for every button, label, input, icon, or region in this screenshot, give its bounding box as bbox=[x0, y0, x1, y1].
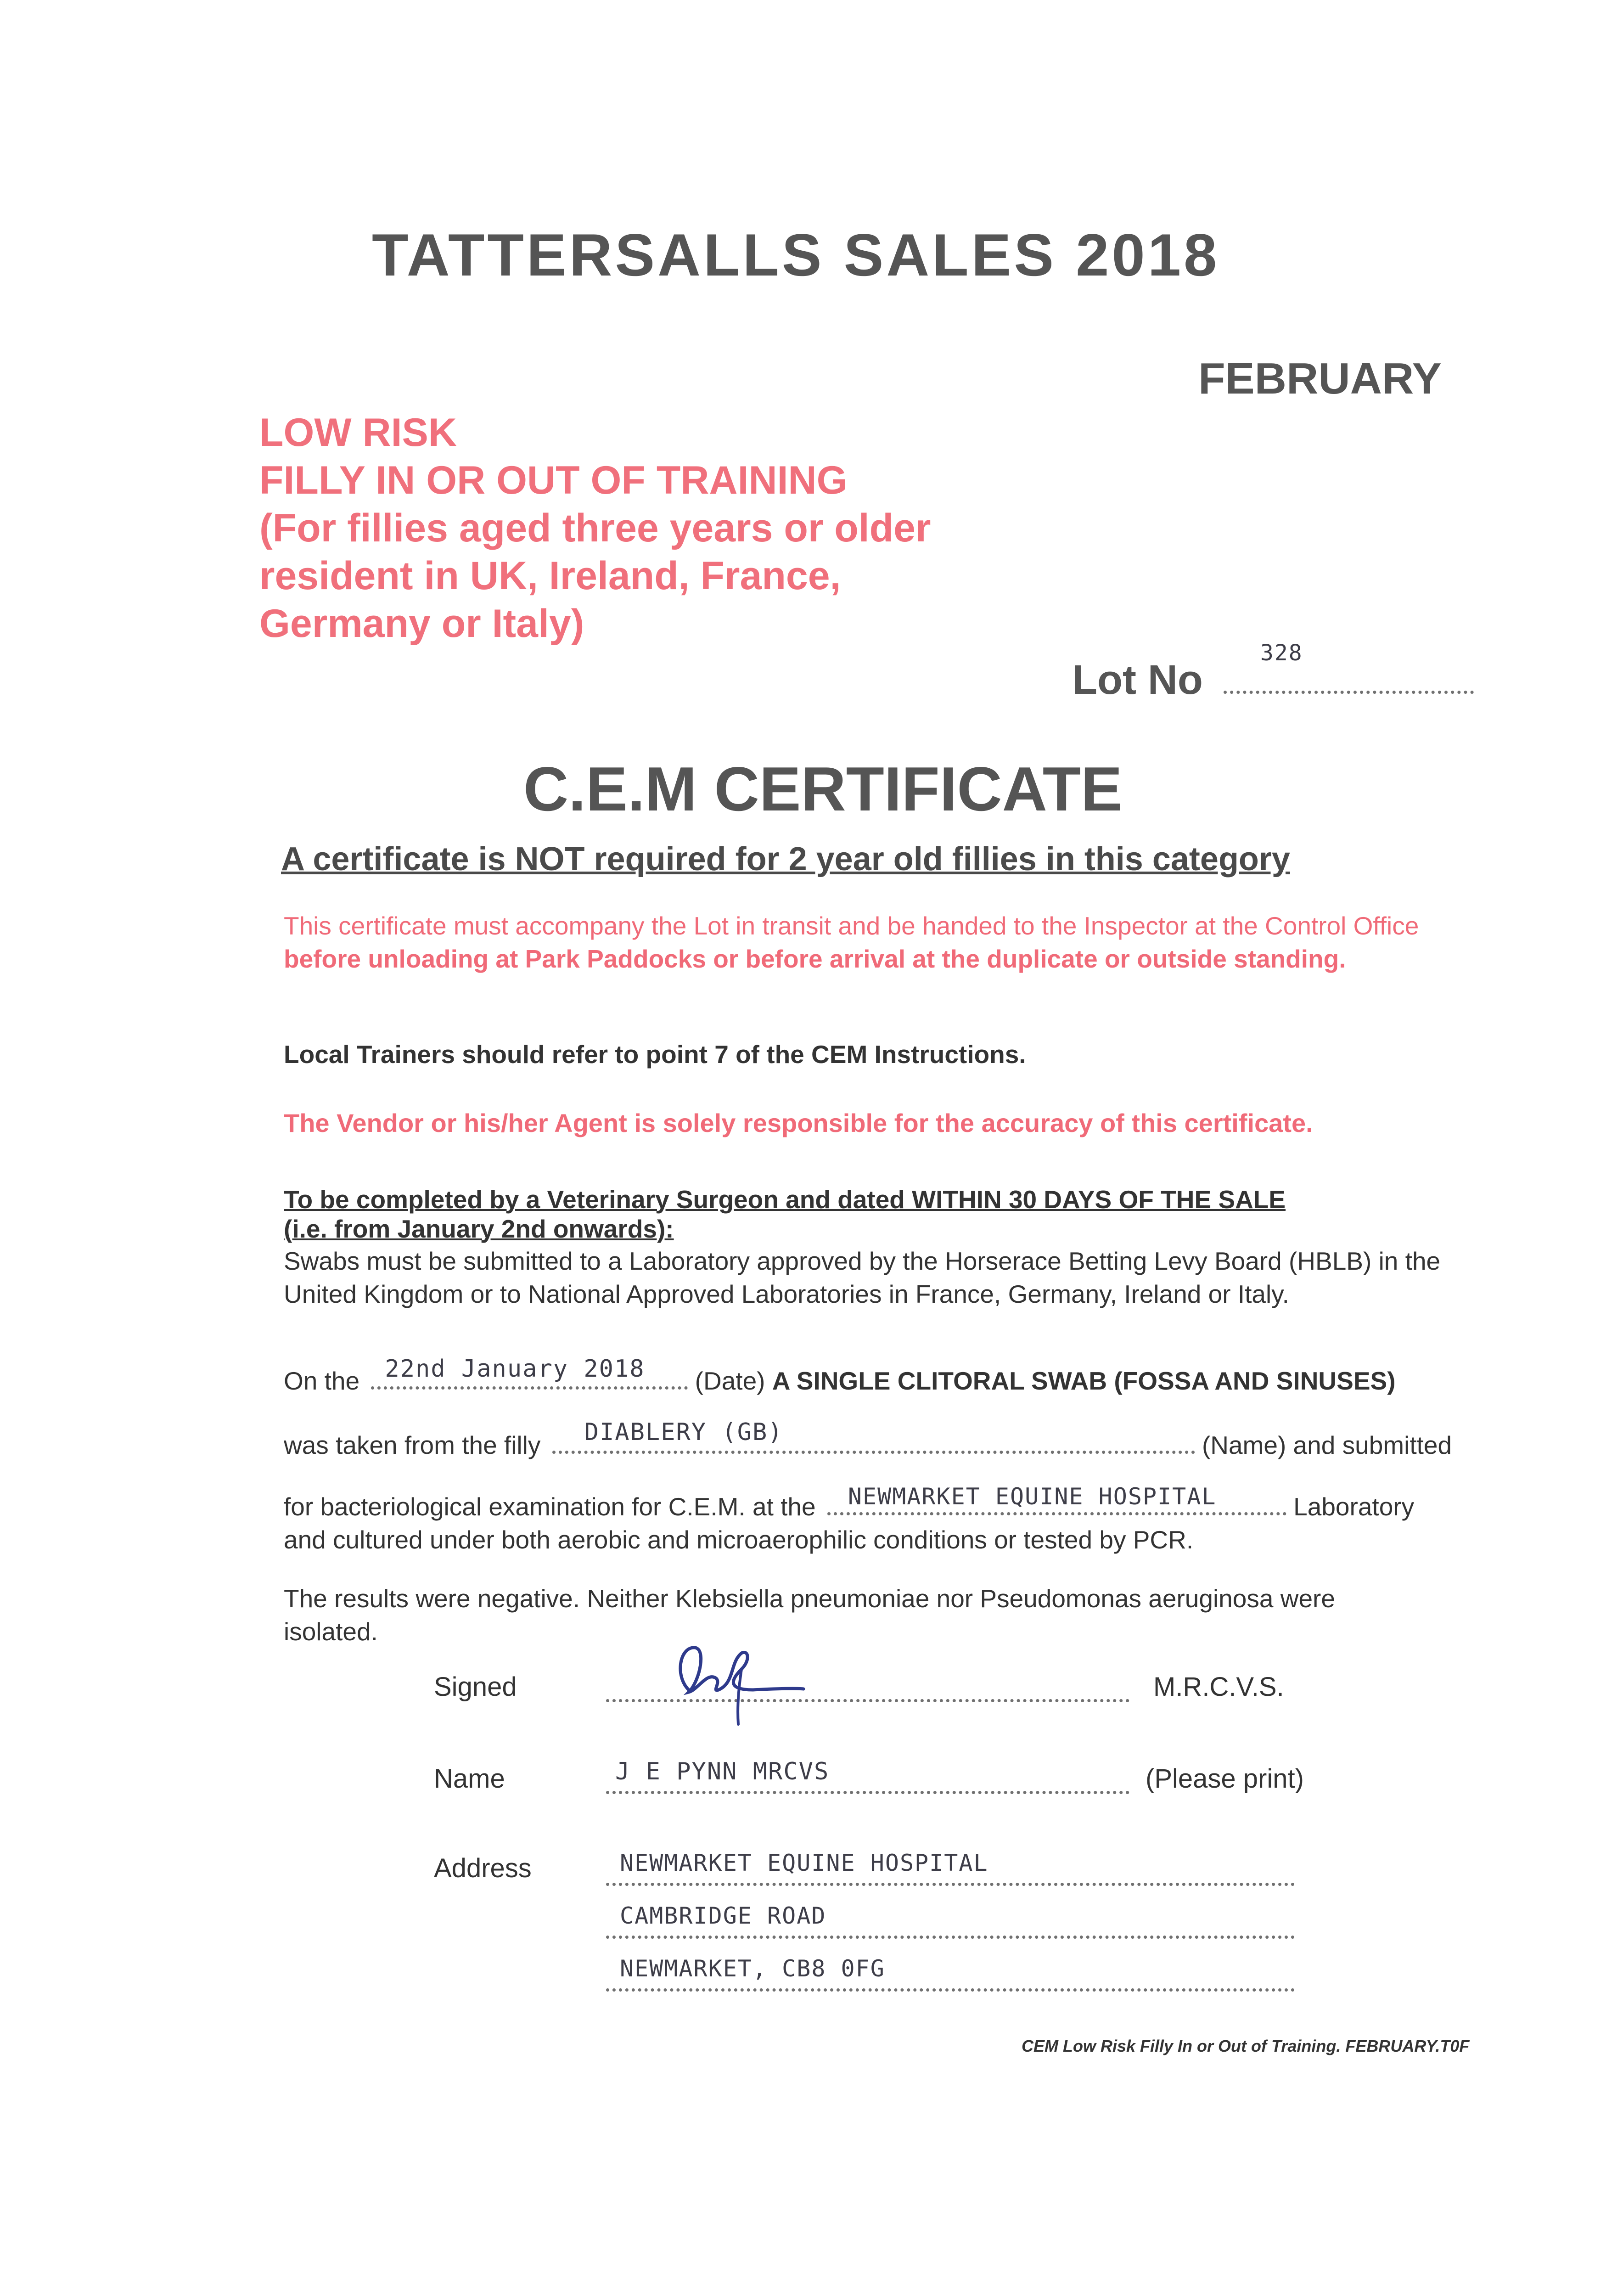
category-line: FILLY IN OR OUT OF TRAINING bbox=[259, 458, 848, 502]
date-row bbox=[284, 1355, 1396, 1396]
category-line: LOW RISK bbox=[259, 411, 457, 455]
lab-row bbox=[284, 1483, 1415, 1556]
bacterio-label: for bacteriological examination for C.E.M. at the bbox=[284, 1492, 816, 1521]
address-line-value: NEWMARKET, CB8 0FG bbox=[620, 1955, 885, 1982]
address-line-1-field[interactable] bbox=[606, 1850, 1295, 1886]
local-trainers-note: Local Trainers should refer to point 7 of the CEM Instructions. bbox=[284, 1040, 1026, 1069]
filly-name-value: DIABLERY (GB) bbox=[584, 1418, 783, 1446]
lot-number-row bbox=[1072, 640, 1474, 704]
swabs-note: Swabs must be submitted to a Laboratory approved by the Horserace Betting Levy Board (HBLB) in the United Kingdom or to National Approved Laboratories in France, Germany, Ireland or Italy. bbox=[284, 1247, 1441, 1308]
document-title: TATTERSALLS SALES 2018 bbox=[372, 221, 1220, 288]
name-label: Name bbox=[434, 1764, 505, 1794]
date-value: 22nd January 2018 bbox=[385, 1355, 645, 1383]
laboratory-label: Laboratory bbox=[1293, 1492, 1415, 1521]
address-label: Address bbox=[434, 1853, 532, 1883]
category-line: resident in UK, Ireland, France, bbox=[259, 554, 841, 598]
vet-name-field[interactable] bbox=[606, 1758, 1129, 1794]
address-line-value: CAMBRIDGE ROAD bbox=[620, 1902, 826, 1929]
name-submitted-label: (Name) and submitted bbox=[1202, 1431, 1452, 1459]
address-line-2-field[interactable] bbox=[606, 1902, 1295, 1939]
category-line: (For fillies aged three years or older bbox=[259, 506, 931, 550]
transit-bold-text: before unloading at Park Paddocks or before arrival at the duplicate or outside standing. bbox=[284, 945, 1346, 973]
results-text: The results were negative. Neither Klebsiella pneumoniae nor Pseudomonas aeruginosa were isolated. bbox=[284, 1584, 1335, 1646]
swab-description: A SINGLE CLITORAL SWAB (FOSSA AND SINUSES) bbox=[772, 1367, 1396, 1395]
lot-number-field[interactable] bbox=[1224, 640, 1474, 694]
please-print-label: (Please print) bbox=[1146, 1764, 1304, 1794]
taken-from-label: was taken from the filly bbox=[284, 1431, 541, 1459]
sale-month: FEBRUARY bbox=[1198, 354, 1442, 403]
date-suffix: (Date) bbox=[695, 1367, 765, 1395]
laboratory-field[interactable] bbox=[827, 1483, 1286, 1515]
address-line-3-field[interactable] bbox=[606, 1955, 1295, 1992]
vendor-responsibility: The Vendor or his/her Agent is solely responsible for the accuracy of this certificate. bbox=[284, 1109, 1313, 1137]
certificate-title: C.E.M CERTIFICATE bbox=[523, 754, 1123, 824]
cultured-text: and cultured under both aerobic and microaerophilic conditions or tested by PCR. bbox=[284, 1525, 1194, 1554]
risk-category bbox=[259, 409, 931, 647]
signed-label: Signed bbox=[434, 1672, 517, 1702]
not-required-note: A certificate is NOT required for 2 year old fillies in this category bbox=[281, 841, 1290, 878]
vet-heading-line: (i.e. from January 2nd onwards): bbox=[284, 1215, 674, 1243]
lot-label: Lot No bbox=[1072, 657, 1203, 703]
lot-number-value: 328 bbox=[1260, 640, 1303, 666]
vet-name-value: J E PYNN MRCVS bbox=[615, 1758, 830, 1785]
laboratory-value: NEWMARKET EQUINE HOSPITAL bbox=[848, 1483, 1217, 1510]
date-field[interactable] bbox=[371, 1355, 688, 1390]
transit-instructions bbox=[284, 909, 1459, 975]
vet-heading bbox=[284, 1185, 1286, 1244]
address-line-value: NEWMARKET EQUINE HOSPITAL bbox=[620, 1850, 988, 1876]
on-the-label: On the bbox=[284, 1367, 360, 1395]
filly-name-field[interactable] bbox=[552, 1418, 1195, 1454]
category-line: Germany or Italy) bbox=[259, 602, 584, 646]
vet-signature-icon bbox=[657, 1635, 808, 1731]
vet-heading-line: To be completed by a Veterinary Surgeon and dated WITHIN 30 DAYS OF THE SALE bbox=[284, 1185, 1286, 1214]
mrcvs-label: M.R.C.V.S. bbox=[1153, 1672, 1284, 1702]
transit-text: This certificate must accompany the Lot in transit and be handed to the Inspector at the Control Office bbox=[284, 912, 1419, 940]
document-reference: CEM Low Risk Filly In or Out of Training. FEBRUARY.T0F bbox=[1022, 2037, 1470, 2055]
filly-row bbox=[284, 1418, 1452, 1460]
